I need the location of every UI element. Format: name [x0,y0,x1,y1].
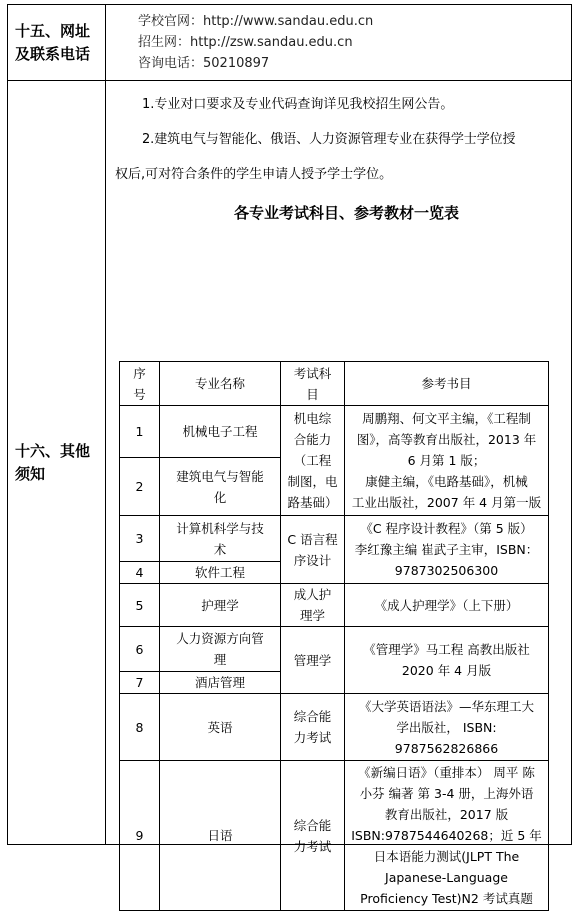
section-15-label: 十五、网址 及联系电话 [8,5,106,81]
header-books: 参考书目 [345,362,549,406]
group-subject: C 语言程 序设计 [281,516,345,584]
row-major: 酒店管理 [160,672,281,694]
group-subject: 综合能 力考试 [281,761,345,911]
row-major: 日语 [160,761,281,911]
note-2-line-2: 权后,可对符合条件的学生申请人授予学士学位。 [115,167,393,182]
group-books: 《大学英语语法》—华东理工大 学出版社， ISBN: 9787562826866 [345,694,549,761]
header-major: 专业名称 [160,362,281,406]
note-2-line-1: 2.建筑电气与智能化、俄语、人力资源管理专业在获得学士学位授 [142,132,516,147]
contact-info [106,5,572,81]
table-title: 各专业考试科目、参考教材一览表 [233,204,459,222]
section-16-label: 十六、其他 须知 [8,81,106,845]
table-row [120,516,549,562]
school-website-line: 学校官网：http://www.sandau.edu.cn [138,14,374,29]
table-row [120,627,549,672]
row-major: 人力资源方向管 理 [160,627,281,672]
group-books: 《成人护理学》（上下册） [345,584,549,627]
group-books: 周鹏翔、何文平主编，《工程制 图》，高等教育出版社，2013 年 6 月第 1 版； 康健主编，《电路基础》，机械 工业出版社，2007 年 4 月第一版 [345,406,549,516]
group-books: 《管理学》马工程 高教出版社 2020 年 4 月版 [345,627,549,694]
admission-info-table [7,4,572,906]
section-16-row [8,81,572,845]
row-no: 9 [120,761,160,911]
header-subject: 考试科 目 [281,362,345,406]
row-no: 5 [120,584,160,627]
group-subject: 机电综 合能力 （工程 制图，电 路基础） [281,406,345,516]
row-major: 计算机科学与技 术 [160,516,281,562]
row-no: 1 [120,406,160,458]
table-row [120,584,549,627]
group-books: 《新编日语》（重排本） 周平 陈 小芬 编著 第 3-4 册，上海外语 教育出版社，2017 版 ISBN:9787544640268；近 5 年 日本语能力测试(JLPT The Japanese-Language Proficiency Test)N2 考试真题 [345,761,549,911]
row-major: 建筑电气与智能 化 [160,458,281,516]
other-notes [106,81,572,906]
section-15-row [8,5,572,81]
group-books: 《C 程序设计教程》（第 5 版） 李红豫主编 崔武子主审，ISBN： 9787302506300 [345,516,549,584]
admission-website-line: 招生网：http://zsw.sandau.edu.cn [138,35,353,50]
row-no: 7 [120,672,160,694]
row-major: 机械电子工程 [160,406,281,458]
group-subject: 综合能 力考试 [281,694,345,761]
row-no: 2 [120,458,160,516]
table-row [120,761,549,911]
row-major: 软件工程 [160,562,281,584]
table-header-row [120,362,549,406]
group-subject: 管理学 [281,627,345,694]
hotline-line: 咨询电话：50210897 [138,56,270,71]
row-major: 护理学 [160,584,281,627]
row-no: 3 [120,516,160,562]
row-no: 6 [120,627,160,672]
row-no: 4 [120,562,160,584]
row-major: 英语 [160,694,281,761]
header-no: 序 号 [120,362,160,406]
exam-subjects-table [119,361,549,911]
note-1: 1.专业对口要求及专业代码查询详见我校招生网公告。 [142,97,454,112]
group-subject: 成人护 理学 [281,584,345,627]
table-row [120,694,549,761]
row-no: 8 [120,694,160,761]
table-row [120,406,549,458]
